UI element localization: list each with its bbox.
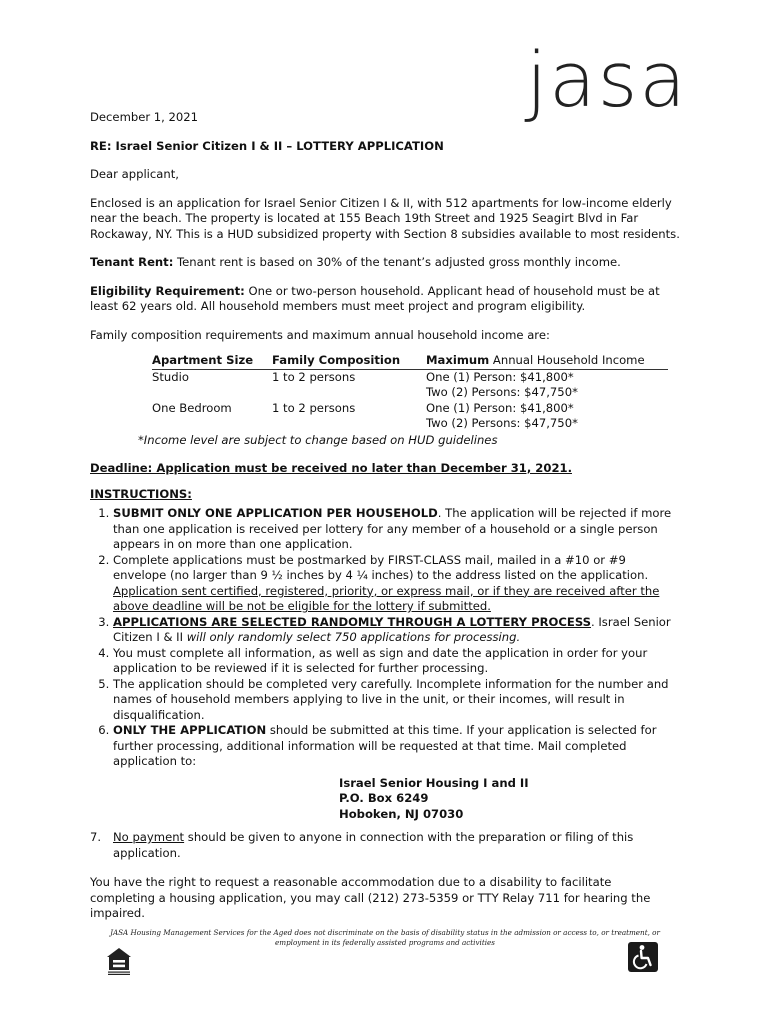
item7-underlined: No payment — [113, 830, 185, 844]
table-row — [152, 369, 668, 401]
row-apartment-size: Studio — [152, 369, 189, 384]
income-line-two: Two (2) Persons: $47,750* — [426, 385, 578, 399]
item3-italic: will only randomly select 750 applications for processing. — [186, 630, 521, 644]
income-table — [152, 353, 668, 432]
jasa-logo — [526, 35, 698, 124]
row-max-income — [426, 369, 668, 401]
list-item — [113, 506, 680, 553]
greeting: Dear applicant, — [90, 167, 179, 181]
address-line: P.O. Box 6249 — [339, 791, 429, 805]
list-item — [113, 615, 680, 646]
row-family-composition: 1 to 2 persons — [272, 369, 356, 384]
instructions-heading: INSTRUCTIONS: — [90, 486, 192, 501]
list-item — [113, 723, 680, 822]
item4-text: You must complete all information, as well as sign and date the application in order for your application to be reviewed if it is selected for further processing. — [113, 645, 648, 675]
item2-text: Complete applications must be postmarked by FIRST-CLASS mail, mailed in a #10 or #9 envelope (no larger than 9 ½ inches by 4 ¼ inches) to the address listed on the application. — [113, 552, 649, 582]
eligibility-paragraph — [90, 284, 680, 315]
income-table-header — [152, 353, 668, 369]
item7-text: should be given to anyone in connection with the preparation or filing of this application. — [113, 830, 634, 860]
item1-bold: SUBMIT ONLY ONE APPLICATION PER HOUSEHOLD — [113, 506, 438, 520]
income-line-one: One (1) Person: $41,800* — [426, 369, 574, 384]
letter-body — [90, 110, 680, 922]
list-item — [113, 677, 680, 724]
item6-text: should be submitted at this time. If your application is selected for further processing, additional information will be requested at that time. Mail completed application to: — [113, 723, 657, 768]
footer-line: JASA Housing Management Services for the Aged does not discriminate on the basis of disability status in the admission or access to, or treatment, or — [110, 928, 660, 937]
item7-number: 7. — [90, 830, 102, 844]
list-item — [113, 553, 680, 615]
item3-text: . Israel Senior Citizen I & II — [113, 614, 671, 644]
income-note: *Income level are subject to change based on HUD guidelines — [138, 432, 498, 447]
subject-line: RE: Israel Senior Citizen I & II – LOTTERY APPLICATION — [90, 138, 444, 153]
header-max-income-bold: Maximum — [426, 353, 490, 367]
logo-text: jasa — [526, 35, 688, 124]
header-family-composition: Family Composition — [272, 353, 426, 369]
income-line-two: Two (2) Persons: $47,750* — [426, 416, 578, 430]
tenant-rent-paragraph — [90, 255, 680, 271]
wheelchair-accessibility-icon — [628, 942, 658, 972]
list-item — [113, 646, 680, 677]
nondiscrimination-footer — [100, 928, 670, 948]
item1-text: . The application will be rejected if more than one application is received per lottery for any member of a household or a single person appears in on more than one application. — [113, 506, 672, 551]
header-max-income-rest: Annual Household Income — [489, 353, 645, 367]
accommodation-paragraph: You have the right to request a reasonable accommodation due to a disability to facilitate completing a housing application, you may call (212) 273-5359 or TTY Relay 711 for hearing the impaired. — [90, 875, 651, 920]
eligibility-text: One or two-person household. Applicant head of household must be at least 62 years old. All household members must meet project and program eligibility. — [90, 283, 660, 313]
row-max-income — [426, 401, 668, 432]
address-line: Hoboken, NJ 07030 — [339, 806, 464, 821]
family-intro: Family composition requirements and maximum annual household income are: — [90, 327, 550, 342]
intro-paragraph: Enclosed is an application for Israel Senior Citizen I & II, with 512 apartments for low-income elderly near the beach. The property is located at 155 Beach 19th Street and 1925 Seagirt Blvd in Far Rockaway, NY. This is a HUD subsidized property with Section 8 subsidies available to most residents. — [90, 195, 680, 241]
instructions-list — [90, 506, 680, 861]
list-item — [90, 830, 680, 861]
equal-housing-opportunity-icon — [104, 946, 134, 976]
letter-date: December 1, 2021 — [90, 110, 199, 124]
table-row — [152, 401, 668, 432]
income-line-one: One (1) Person: $41,800* — [426, 400, 574, 415]
address-line: Israel Senior Housing I and II — [339, 775, 529, 790]
row-family-composition: 1 to 2 persons — [272, 400, 356, 415]
item2-underlined: Application sent certified, registered, priority, or express mail, or if they are received after the above deadline will be not be eligible for the lottery if submitted. — [113, 583, 660, 613]
row-apartment-size: One Bedroom — [152, 400, 232, 415]
item6-bold: ONLY THE APPLICATION — [113, 723, 267, 737]
tenant-rent-label: Tenant Rent: — [90, 255, 174, 269]
header-apartment-size: Apartment Size — [152, 353, 272, 369]
tenant-rent-text: Tenant rent is based on 30% of the tenant’s adjusted gross monthly income. — [173, 255, 621, 269]
deadline-line: Deadline: Application must be received no later than December 31, 2021. — [90, 461, 572, 475]
item3-bold: APPLICATIONS ARE SELECTED RANDOMLY THROUGH A LOTTERY PROCESS — [113, 614, 591, 629]
item5-text: The application should be completed very carefully. Incomplete information for the number and names of household members applying to live in the unit, or their incomes, will result in disqualification. — [113, 676, 669, 722]
mailing-address — [339, 776, 680, 823]
footer-line: employment in its federally assisted programs and activities — [275, 938, 495, 947]
header-max-income — [426, 353, 668, 369]
eligibility-label: Eligibility Requirement: — [90, 283, 245, 298]
